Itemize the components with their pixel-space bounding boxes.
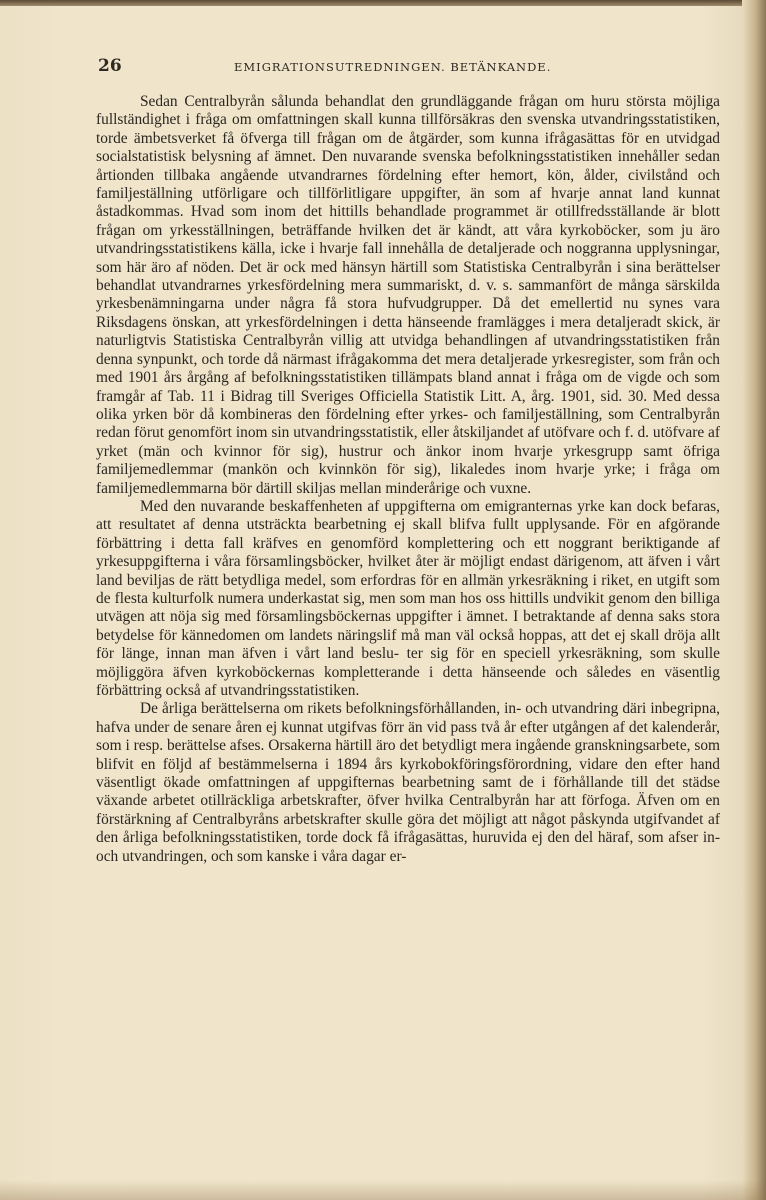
- page-bottom-shadow: [0, 1180, 766, 1200]
- page-number: 26: [98, 56, 122, 76]
- paragraph-3: De årliga berättelserna om rikets befolkningsförhållanden, in- och utvandring däri inbegripna, hafva under de senare åren ej kunnat utgifvas förr än vid pass två år efter utgången af det kalenderår, som i resp. berättelse afses. Orsakerna härtill äro det betydligt mera ingående granskningsarbete, som blifvit en följd af bestämmelserna i 1894 års kyrkobokföringsförordning, vidare den efter hand väsentligt ökade omfattningen af uppgifternas bearbetning samt de i förhållande till det städse växande arbetet otillräckliga arbetskrafter, öfver hvilka Centralbyrån har att förfoga. Äfven om en förstärkning af Centralbyråns arbetskrafter skulle göra det möjligt att något påskynda utgifvandet af den årliga befolkningsstatistiken, torde dock få ifrågasättas, huruvida ej den del häraf, som afser in- och utvandringen, och som kanske i våra dagar er-: [96, 700, 720, 865]
- paragraph-2: Med den nuvarande beskaffenheten af uppgifterna om emigranternas yrke kan dock befaras, att resultatet af denna utsträckta bearbetning ej skall blifva fullt upplysande. För en afgörande förbättring i detta fall kräfves en genomförd komplettering och ett noggrant beriktigande af yrkesuppgifterna i våra församlingsböcker, hvilket åter är möjligt endast därigenom, att äfven i vårt land beviljas de rätt betydliga medel, som erfordras för en allmän yrkesräkning i riket, en utgift som de flesta kulturfolk numera underkastat sig, men som man hos oss hittills undvikit genom den billiga utvägen att nöja sig med församlingsböckernas uppgifter i ämnet. I betraktande af denna saks stora betydelse för kännedomen om landets näringslif må man väl också hoppas, att det ej skall dröja allt för länge, innan man äfven i vårt land beslu- ter sig för en speciell yrkesräkning, som skulle möjliggöra äfven kyrkoböckernas kompletterande i detta hänseende och således en väsentlig förbättring också af utvandringsstatistiken.: [96, 497, 720, 699]
- page-header: [98, 56, 708, 80]
- page-binding-edge: [742, 0, 766, 1200]
- body-text: [96, 93, 720, 866]
- running-title: EMIGRATIONSUTREDNINGEN. BETÄNKANDE.: [234, 60, 552, 74]
- page-top-edge: [0, 0, 766, 6]
- paragraph-1: Sedan Centralbyrån sålunda behandlat den grundläggande frågan om huru största möjliga fullständighet i fråga om omfattningen skall kunna tillförsäkras den svenska utvandringsstatistiken, torde ämbetsverket få öfverga till frågan om de åtgärder, som kunna ifrågasättas för en utvidgad socialstatistisk belysning af ämnet. Den nuvarande svenska befolkningsstatistiken innehåller sedan årtionden tillbaka angående utvandrarnes fördelning efter hemort, kön, ålder, civilstånd och familjeställning utförligare och tillförlitligare uppgifter, än som af hvarje annat land kunnat åstadkommas. Hvad som inom det hittills behandlade programmet är otillfredsställande är blott frågan om yrkesställningen, beträffande hvilken det är kändt, att våra kyrkoböcker, som ju äro utvandringsstatistikens källa, icke i hvarje fall innehålla de detaljerade och noggranna upplysningar, som här äro af nöden. Det är ock med hänsyn härtill som Statistiska Centralbyrån i sina berättelser behandlat utvandrarnes yrkesfördelning mera summariskt, d. v. s. sammanfört de många särskilda yrkesbenämningarna under några få stora hufvudgrupper. Då det emellertid nu synes vara Riksdagens önskan, att yrkesfördelningen i detta hänseende framlägges i mera detaljeradt skick, är naturligtvis Statistiska Centralbyrån villig att utvidga behandlingen af utvandringsstatistiken från denna synpunkt, och torde då närmast ifrågakomma det mera detaljerade yrkesregister, som från och med 1901 års årgång af befolkningsstatistiken tillämpats bland annat i fråga om de vigde och som framgår af Tab. 11 i Bidrag till Sveriges Officiella Statistik Litt. A, årg. 1901, sid. 30. Med dessa olika yrken bör då kombineras den fördelning efter yrkes- och familjeställning, som Centralbyrån redan förut genomfört inom sin utvandringsstatistik, eller åtskiljandet af utöfvare och f. d. utöfvare af yrket (män och kvinnor för sig), hustrur och änkor inom hvarje yrkesgrupp samt öfriga familjemedlemmar (mankön och kvinnkön för sig), likaledes inom hvarje yrke; i fråga om familjemedlemmarna bör därtill skiljas mellan minderårige och vuxne.: [96, 93, 720, 497]
